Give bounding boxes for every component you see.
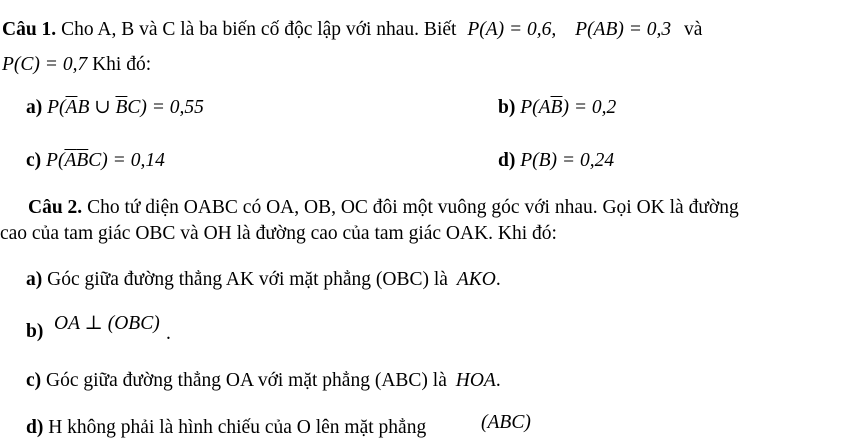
q1-option-a-expr: $P(\overline{A}B$ ∪ $\overline{B}C) = 0,55$ <box>47 97 204 118</box>
q2-option-d-label: d) <box>26 417 44 438</box>
q1-option-a-label: a) <box>26 97 43 118</box>
q2-option-a: a) Góc giữa đường thẳng AK với mặt phẳng (OBC) là AKO. <box>26 269 501 290</box>
q1-option-d <box>498 151 614 171</box>
q2-option-c-math: HOA <box>455 370 496 391</box>
given-pa: P(A) = 0,6, <box>467 19 557 40</box>
q2-option-b <box>26 322 43 342</box>
question-1-number: Câu 1. <box>2 19 57 40</box>
question-2-line-1 <box>28 198 739 218</box>
question-2-number: Câu 2. <box>28 197 83 218</box>
q2-option-c-label: c) <box>26 370 42 391</box>
q2-option-d-math: (ABC) <box>481 412 531 433</box>
q2-option-b-label: b) <box>26 321 44 342</box>
q1-option-c <box>26 151 165 171</box>
q1-option-c-label: c) <box>26 150 42 171</box>
q2-option-a-label: a) <box>26 269 43 290</box>
given-pab: P(AB) = 0,3 <box>575 19 672 40</box>
q1-option-d-label: d) <box>498 150 516 171</box>
q1-option-c-expr: $P(\overline{A}\overline{B}C) = 0,14$ <box>46 150 165 171</box>
q1-option-a <box>26 98 204 118</box>
q2-option-d <box>26 418 426 438</box>
question-1-stem: Cho A, B và C là ba biến cố độc lập với nhau. Biết <box>61 19 457 40</box>
q2-option-d-text: H không phải là hình chiếu của O lên mặt phẳng <box>48 417 427 438</box>
question-2-line-2: cao của tam giác OBC và OH là đường cao của tam giác OAK. Khi đó: <box>0 223 557 244</box>
question-1-line-2 <box>2 55 151 75</box>
question-2-stem-line-1: Cho tứ diện OABC có OA, OB, OC đôi một vuông góc với nhau. Gọi OK là đường <box>87 197 739 218</box>
question-1-line-1 <box>2 20 702 40</box>
q2-option-c-text: Góc giữa đường thẳng OA với mặt phẳng (ABC) là <box>46 370 447 391</box>
q2-option-b-end: . <box>166 323 171 344</box>
question-1-stem-end: Khi đó: <box>92 54 152 75</box>
q1-option-b <box>498 98 616 118</box>
q1-option-d-expr: P(B) = 0,24 <box>520 150 615 171</box>
q2-option-b-expr <box>54 314 160 334</box>
given-pc: P(C) = 0,7 <box>2 54 88 75</box>
and-word: và <box>684 19 703 40</box>
q2-option-b-math: OA ⊥ (OBC) <box>54 313 160 334</box>
q1-option-b-label: b) <box>498 97 516 118</box>
q1-option-b-expr: $P(A\overline{B}) = 0,2$ <box>520 97 617 118</box>
q2-option-a-text: Góc giữa đường thẳng AK với mặt phẳng (OBC) là <box>47 269 448 290</box>
q2-option-a-math: AKO <box>456 269 496 290</box>
q2-option-c: c) Góc giữa đường thẳng OA với mặt phẳng (ABC) là HOA. <box>26 370 501 391</box>
